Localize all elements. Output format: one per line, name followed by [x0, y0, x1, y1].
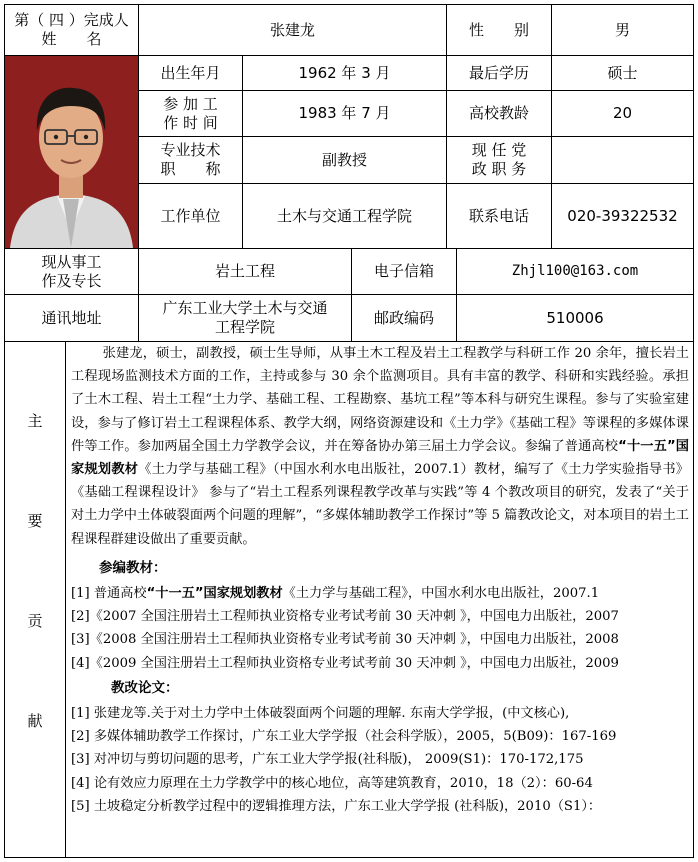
label-line: 第（ 四 ）完成人 — [14, 11, 129, 30]
paper-item: [3] 对冲切与剪切问题的思考，广东工业大学学报(社科版)， 2009(S1)：170-172,175 — [71, 752, 584, 768]
label-line: 作 时 间 — [163, 113, 218, 132]
work-unit-value: 土木与交通工程学院 — [242, 183, 447, 249]
papers-title: 教改论文： — [111, 679, 179, 696]
completer-name-label — [4, 4, 139, 56]
zip-value: 510006 — [456, 294, 694, 342]
label-line: 姓 名 — [41, 30, 102, 48]
address-value — [138, 294, 352, 342]
teaching-years-value: 20 — [551, 90, 694, 137]
gender-label: 性 别 — [446, 4, 552, 56]
portrait-icon — [5, 56, 138, 248]
side-char: 要 — [27, 511, 43, 530]
party-post-value — [551, 136, 694, 184]
gender-value: 男 — [551, 4, 694, 56]
books-title: 参编教材： — [99, 559, 167, 576]
work-start-label — [138, 90, 243, 137]
paper-item: [2] 多媒体辅助教学工作探讨，广东工业大学学报（社会科学版），2005，5(B09)：167-169 — [71, 729, 617, 745]
address-line: 广东工业大学土木与交通 — [162, 299, 328, 318]
specialty-value: 岩土工程 — [138, 248, 352, 295]
label-line: 参 加 工 — [163, 94, 218, 113]
work-unit-label: 工作单位 — [138, 183, 243, 249]
book-bold: “十一五”国家规划教材 — [146, 586, 283, 602]
label-line: 现从事工 — [41, 252, 102, 271]
label-line: 专业技术 — [160, 141, 221, 160]
label-line: 政 职 务 — [471, 160, 527, 178]
book-part: 《土力学与基础工程》，中国水利水电出版社，2007.1 — [282, 586, 600, 602]
birth-label: 出生年月 — [138, 55, 243, 91]
book-item — [71, 582, 689, 605]
phone-label: 联系电话 — [446, 183, 552, 249]
portrait-photo — [4, 55, 139, 249]
para-part: 张建龙，硕士，副教授，硕士生导师，从事土木工程及岩土工程教学与科研工作 20 余年，擅长岩土工程现场监测技术方面的工作，主持或参与 30 余个监测项目。具有丰富的教学、科研和实践经验。承担了土木工程、岩土工程“土力学、基础工程、工程勘察、基坑工程”等本科与研究生课程。参与了实验室建设，参与了修订岩土工程课程体系、教学大纲，网络资源建设和《土力学》《基础工程》等课程的多媒体课件等工作。参加两届全国土力学教学会议，并在筹备协办第三届土力学会议。参编了普通高校 — [71, 346, 689, 454]
birth-value: 1962 年 3 月 — [242, 55, 447, 91]
contribution-text — [71, 342, 689, 818]
professional-title-value: 副教授 — [242, 136, 447, 184]
education-label: 最后学历 — [446, 55, 552, 91]
book-item: [4]《2009 全国注册岩土工程师执业资格专业考试考前 30 天冲刺 》，中国电力出版社，2009 — [71, 655, 619, 671]
specialty-label — [4, 248, 139, 295]
address-label: 通讯地址 — [4, 294, 139, 342]
paper-item: [5] 土坡稳定分析教学过程中的逻辑推理方法，广东工业大学学报 (社科版)，2010（S1）： — [71, 798, 602, 814]
side-char: 主 — [27, 411, 43, 430]
name-value: 张建龙 — [138, 4, 447, 56]
party-post-label — [446, 136, 552, 184]
book-item: [3]《2008 全国注册岩土工程师执业资格专业考试考前 30 天冲刺 》，中国电力出版社，2008 — [71, 632, 619, 648]
education-value: 硕士 — [551, 55, 694, 91]
phone-value: 020-39322532 — [551, 183, 694, 249]
para-bold: “十一五”国家规划教材 — [71, 438, 689, 478]
email-label: 电子信箱 — [351, 248, 457, 295]
book-item: [2]《2007 全国注册岩土工程师执业资格专业考试考前 30 天冲刺 》，中国电力出版社，2007 — [71, 609, 619, 625]
paper-item: [4] 论有效应力原理在土力学教学中的核心地位，高等建筑教育，2010，18（2）：60-64 — [71, 775, 593, 791]
email-value: Zhjl100@163.com — [456, 248, 694, 295]
work-start-value: 1983 年 7 月 — [242, 90, 447, 137]
contribution-side-label — [4, 370, 66, 770]
professional-title-label — [138, 136, 243, 184]
side-char: 贡 — [27, 611, 43, 630]
label-line: 职 称 — [160, 160, 221, 178]
contribution-paragraph — [71, 342, 689, 551]
zip-label: 邮政编码 — [351, 294, 457, 342]
side-char: 献 — [27, 711, 43, 730]
teaching-years-label: 高校教龄 — [446, 90, 552, 137]
para-part: 《土力学与基础工程》（中国水利水电出版社，2007.1）教材，编写了《土力学实验指导书》《基础工程课程设计》 参与了“岩土工程系列课程教学改革与实践”等 4 个教改项目的研究，发表了“关于对土力学中土体破裂面两个问题的理解”，“多媒体辅助教学工作探讨”等 5 篇教改论文，对本项目的岩土工程课程群建设做出了重要贡献。 — [71, 462, 689, 547]
label-line: 现 任 党 — [471, 141, 527, 160]
book-part: [1] 普通高校 — [71, 586, 147, 602]
label-line: 作及专长 — [41, 271, 102, 290]
address-line: 工程学院 — [214, 318, 275, 336]
paper-item: [1] 张建龙等.关于对土力学中土体破裂面两个问题的理解. 东南大学学报，(中文核心), — [71, 706, 570, 722]
